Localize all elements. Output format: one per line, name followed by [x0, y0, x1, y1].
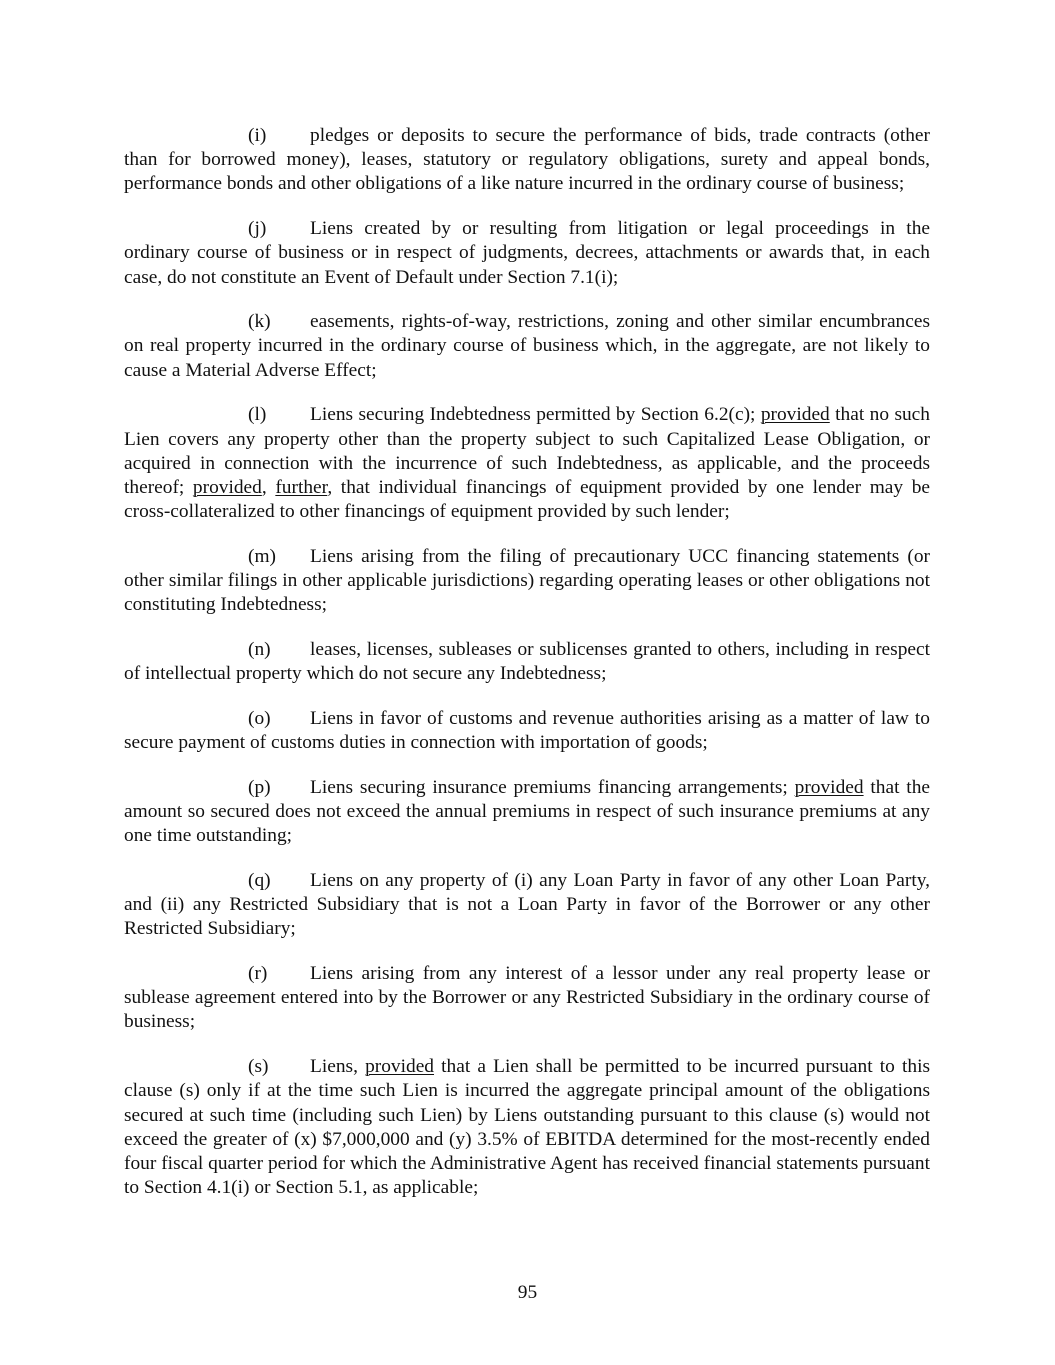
- clause-text: Liens created by or resulting from litigation or legal proceedings in the ordinary course of business or in respect of judgments, decrees, attachments or awards that, in each case, do not constitute an Event of Default under Section 7.1(i);: [124, 218, 930, 288]
- clause-paragraph: [124, 403, 930, 524]
- clause-text: , that individual financings of equipment provided by one lender may be cross-collateralized to other financings of equipment provided by such lender;: [124, 476, 931, 523]
- clause-paragraph: [124, 545, 930, 618]
- document-body: [124, 124, 930, 1221]
- clause-text: Liens on any property of (i) any Loan Party in favor of any other Loan Party, and (ii) any Restricted Subsidiary that is not a Loan Party in favor of the Borrower or any other Restricted Subsidiary;: [124, 869, 930, 940]
- clause-text: Liens securing Indebtedness permitted by Section 6.2(c);: [310, 404, 761, 426]
- clause-label: (s): [248, 1056, 269, 1078]
- underlined-term: further: [275, 476, 328, 498]
- clause-text: easements, rights-of-way, restrictions, zoning and other similar encumbrances on real property incurred in the ordinary course of business which, in the aggregate, are not likely to cause a Material Adverse Effect;: [124, 311, 930, 381]
- underlined-term: provided: [365, 1056, 435, 1078]
- clause-paragraph: [124, 962, 930, 1035]
- clause-label: (m): [248, 545, 276, 567]
- clause-text: Liens in favor of customs and revenue authorities arising as a matter of law to secure payment of customs duties in connection with importation of goods;: [124, 707, 930, 754]
- clause-label: (o): [248, 707, 271, 729]
- clause-label: (q): [248, 869, 271, 891]
- underlined-term: provided: [760, 404, 830, 426]
- clause-label: (n): [248, 638, 271, 660]
- clause-label: (i): [248, 125, 267, 146]
- clause-label: (k): [248, 311, 271, 333]
- clause-text: Liens securing insurance premiums financing arrangements;: [310, 776, 795, 798]
- clause-paragraph: [124, 217, 930, 290]
- underlined-term: provided: [192, 476, 262, 498]
- page-number: 95: [517, 1282, 538, 1303]
- clause-text: pledges or deposits to secure the performance of bids, trade contracts (other than for borrowed money), leases, statutory or regulatory obligations, surety and appeal bonds, performance bonds and other obligations of a like nature incurred in the ordinary course of business;: [124, 125, 930, 195]
- clause-text: Liens arising from any interest of a lessor under any real property lease or sublease agreement entered into by the Borrower or any Restricted Subsidiary in the ordinary course of business;: [124, 962, 930, 1033]
- underlined-term: provided: [794, 776, 864, 798]
- clause-label: (r): [248, 962, 268, 984]
- clause-text: Liens arising from the filing of precautionary UCC financing statements (or other similar filings in other applicable jurisdictions) regarding operating leases or other obligations not constituting Indebtedness;: [124, 545, 930, 616]
- clause-text: ,: [261, 476, 276, 498]
- clause-label: (l): [248, 404, 267, 426]
- clause-paragraph: [124, 124, 930, 197]
- clause-text: that the amount so secured does not exceed the annual premiums in respect of such insurance premiums at any one time outstanding;: [124, 776, 930, 847]
- clause-paragraph: [124, 310, 930, 383]
- clause-paragraph: [124, 776, 930, 849]
- clause-text: Liens,: [310, 1056, 366, 1078]
- clause-paragraph: [124, 1055, 930, 1200]
- clause-paragraph: [124, 707, 930, 755]
- clause-label: (j): [248, 218, 267, 240]
- clause-label: (p): [248, 776, 271, 798]
- clause-paragraph: [124, 869, 930, 942]
- clause-paragraph: [124, 638, 930, 686]
- clause-text: that no such Lien covers any property other than the property subject to such Capitalized Lease Obligation, or acquired in connection with the incurrence of such Indebtedness, as applicable, and the proceeds thereof;: [124, 404, 930, 498]
- clause-text: that a Lien shall be permitted to be incurred pursuant to this clause (s) only if at the time such Lien is incurred the aggregate principal amount of the obligations secured at such time (including such Lien) by Liens outstanding pursuant to this clause (s) would not exceed the greater of (x) $7,000,000 and (y) 3.5% of EBITDA determined for the most-recently ended four fiscal quarter period for which the Administrative Agent has received financial statements pursuant to Section 4.1(i) or Section 5.1, as applicable;: [124, 1056, 931, 1199]
- clause-text: leases, licenses, subleases or sublicenses granted to others, including in respect of intellectual property which do not secure any Indebtedness;: [124, 638, 930, 685]
